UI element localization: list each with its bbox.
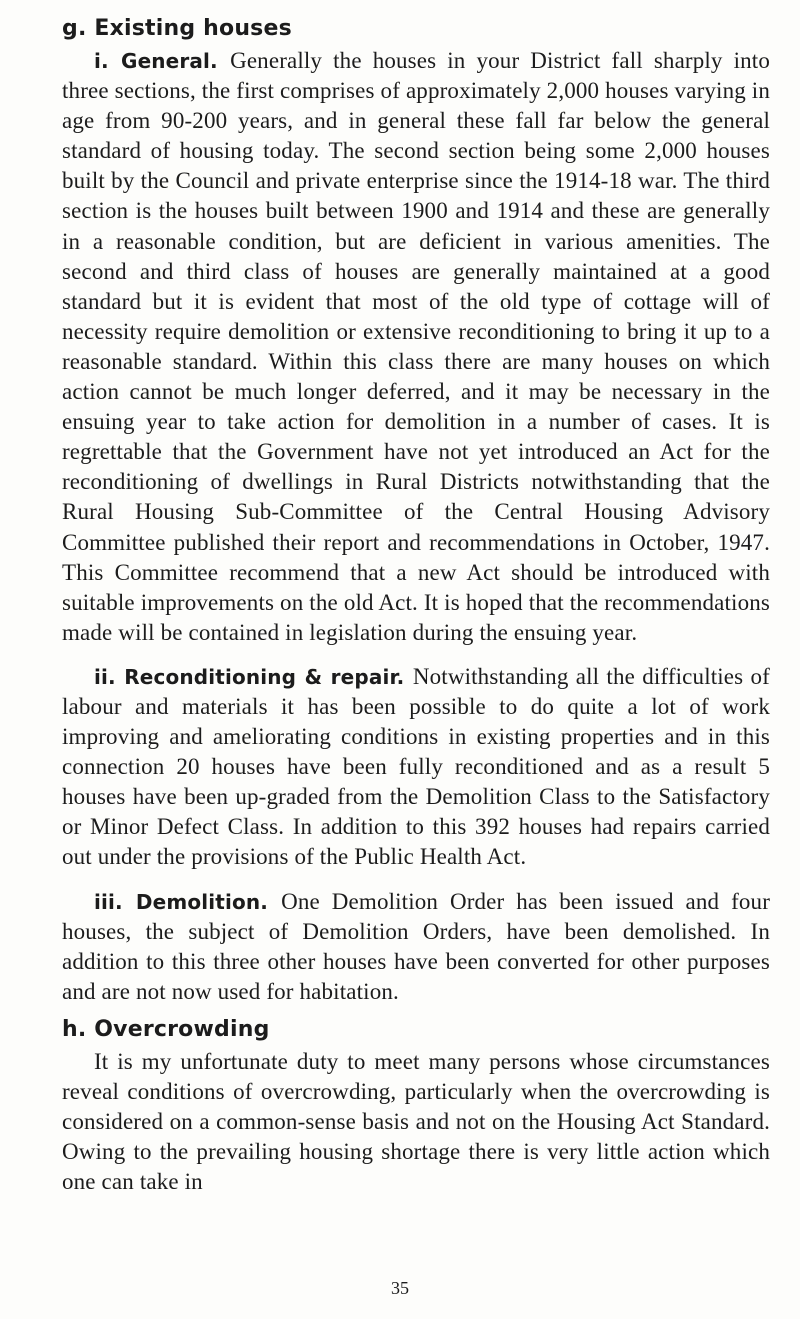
section-heading-existing-houses: g. Existing houses xyxy=(62,16,292,41)
paragraph-general xyxy=(62,46,770,648)
paragraph-overcrowding: It is my unfortunate duty to meet many persons whose circumstances reveal conditions of overcrowding, particularly when the overcrowding is considered on a common-sense basis and not on the Housing Act Standard. Owing to the prevailing housing shortage there is very little action which one can take in xyxy=(62,1048,770,1195)
subheading-general: i. General. xyxy=(94,49,231,73)
paragraph-reconditioning-text: Notwithstanding all the difficulties of labour and materials it has been possible to do quite a lot of work improving and ameliorating conditions in existing properties and in this connection 20 houses have been fully reconditioned and as a result 5 houses have been up-graded from the Demolition Class to the Satisfactory or Minor Defect Class. In addition to this 392 houses had repairs carried out under the provisions of the Public Health Act. xyxy=(62,663,770,870)
paragraph-demolition xyxy=(62,887,770,1007)
section-heading-overcrowding: h. Overcrowding xyxy=(62,1016,270,1042)
paragraph-general-text: Generally the houses in your District fall sharply into three sections, the first comprises of approximately 2,000 houses varying in age from 90-200 years, and in general these fall far below the general standard of housing today. The second section being some 2,000 houses built by the Council and private enterprise since the 1914-18 war. The third section is the houses built between 1900 and 1914 and these are generally in a reasonable condition, but are deficient in various amenities. The second and third class of houses are generally maintained at a good standard but it is evident that most of the old type of cottage will of necessity require demolition or extensive reconditioning to bring it up to a reasonable standard. Within this class there are many houses on which action cannot be much longer deferred, and it may be necessary in the ensuing year to take action for demolition in a number of cases. It is regrettable that the Government have not yet introduced an Act for the reconditioning of dwellings in Rural Districts notwithstanding that the Rural Housing Sub-Committee of the Central Housing Advisory Committee published their report and recommendations in October, 1947. This Committee recommend that a new Act should be introduced with suitable improvements on the old Act. It is hoped that the recommendations made will be contained in legislation during the ensuing year. xyxy=(62,48,770,645)
subheading-demolition: iii. Demolition. xyxy=(94,889,282,914)
section-overcrowding xyxy=(62,1015,770,1197)
paragraph-reconditioning xyxy=(62,662,770,873)
page-number: 35 xyxy=(391,1278,409,1298)
page-content xyxy=(62,14,770,1197)
subheading-reconditioning: ii. Reconditioning & repair. xyxy=(94,664,413,689)
paragraph-demolition-text: One Demolition Order has been issued and four houses, the subject of Demolition Orders, have been demolished. In addition to this three other houses have been converted for other purposes and are not now used for habitation. xyxy=(62,888,770,1004)
